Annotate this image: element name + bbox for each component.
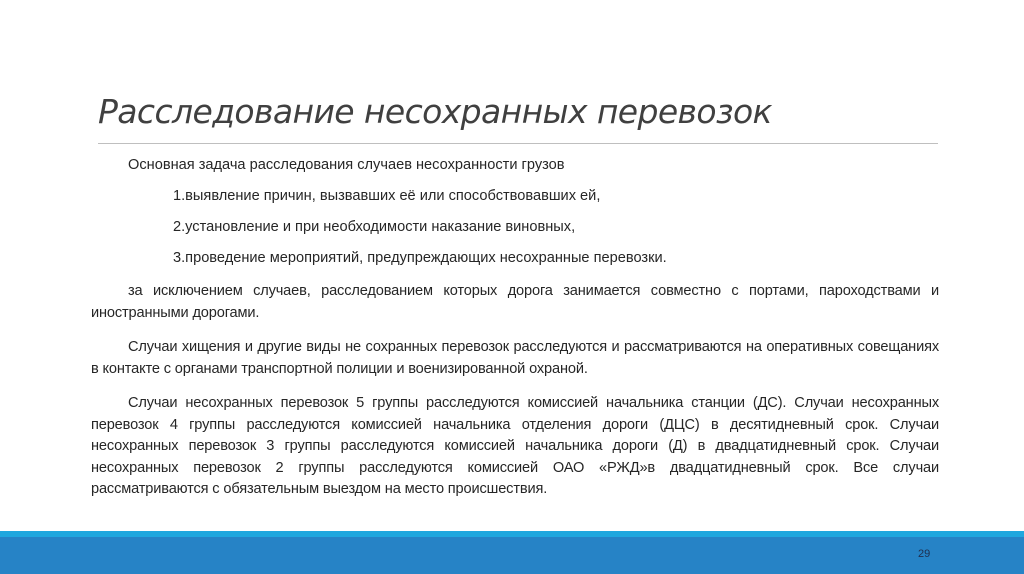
- page-number: 29: [918, 548, 931, 560]
- paragraph-investigation-groups: Случаи несохранных перевозок 5 группы расследуются комиссией начальника станции (ДС). Случаи несохранных перевозок 4 группы расследуются комиссией начальника отделения дороги (ДЦС) в десятидневный срок. Случаи несохранных перевозок 3 группы расследуются комиссией начальника дороги (Д) в двадцатидневный срок. Случаи несохранных перевозок 2 группы расследуются комиссией ОАО «РЖД»в двадцатидневный срок. Все случаи рассматриваются с обязательным выездом на место происшествия.: [91, 395, 939, 497]
- intro-line: Основная задача расследования случаев несохранности грузов: [128, 157, 565, 173]
- title-divider: [98, 143, 938, 144]
- paragraph-theft-cases: Случаи хищения и другие виды не сохранных перевозок расследуются и рассматриваются на оперативных совещаниях в контакте с органами транспортной полиции и военизированной охраной.: [91, 339, 939, 377]
- paragraph-exceptions: за исключением случаев, расследованием которых дорога занимается совместно с портами, пароходствами и иностранными дорогами.: [91, 283, 939, 321]
- list-item: 2.установление и при необходимости наказание виновных,: [173, 219, 576, 235]
- footer-band: [0, 537, 1024, 574]
- list-item: 3.проведение мероприятий, предупреждающих несохранные перевозки.: [173, 250, 667, 266]
- list-item: 1.выявление причин, вызвавших её или способствовавших ей,: [173, 188, 601, 204]
- slide-title: Расследование несохранных перевозок: [98, 92, 772, 131]
